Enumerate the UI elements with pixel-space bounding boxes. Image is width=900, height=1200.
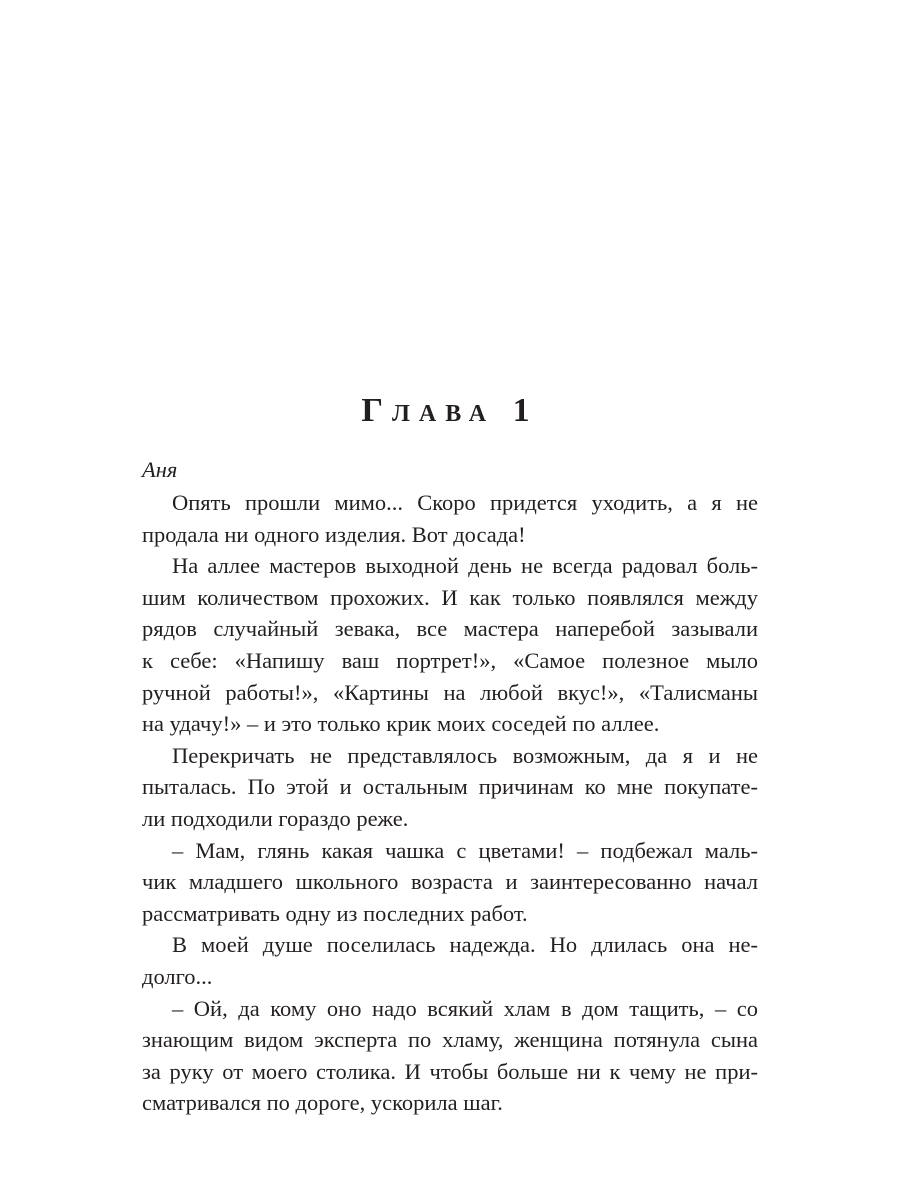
text-line: чик младшего школьного возраста и заинтересованно начал: [142, 869, 758, 895]
text-line: – Мам, глянь какая чашка с цветами! – подбежал маль-: [172, 837, 758, 863]
text-line: В моей душе поселилась надежда. Но длилась она не-: [172, 932, 758, 958]
text-line: ли подходили гораздо реже.: [142, 805, 409, 831]
text-line: пыталась. По этой и остальным причинам ко мне покупате-: [142, 774, 758, 800]
chapter-text: [142, 452, 758, 1119]
text-line: за руку от моего столика. И чтобы больше ни к чему не при-: [142, 1058, 758, 1084]
text-line: Перекричать не представлялось возможным, да я и не: [172, 742, 758, 768]
text-line: к себе: «Напишу ваш портрет!», «Самое полезное мыло: [142, 647, 758, 673]
text-line: Опять прошли мимо... Скоро придется уходить, а я не: [172, 490, 758, 515]
text-line: ручной работы!», «Картины на любой вкус!», «Талисманы: [142, 679, 758, 705]
paragraph: [142, 929, 758, 992]
chapter-title: Глава 1: [361, 392, 539, 429]
paragraph: [142, 835, 758, 930]
text-line: На аллее мастеров выходной день не всегда радовал боль-: [172, 553, 758, 579]
text-line: рассматривать одну из последних работ.: [142, 900, 528, 926]
text-line: сматривался по дороге, ускорила шаг.: [142, 1090, 503, 1116]
paragraph: [142, 740, 758, 835]
paragraph: [142, 487, 758, 550]
text-line: шим количеством прохожих. И как только появлялся между: [142, 584, 758, 610]
paragraph: [142, 993, 758, 1119]
text-line: продала ни одного изделия. Вот досада!: [142, 521, 526, 547]
text-line: на удачу!» – и это только крик моих соседей по аллее.: [142, 711, 660, 737]
text-line: долго...: [142, 963, 213, 989]
text-line: – Ой, да кому оно надо всякий хлам в дом тащить, – со: [172, 995, 758, 1021]
paragraphs: [142, 487, 758, 1119]
speaker-name: Аня: [142, 457, 178, 482]
paragraph: [142, 550, 758, 740]
text-line: знающим видом эксперта по хламу, женщина потянула сына: [142, 1027, 758, 1053]
text-line: рядов случайный зевака, все мастера наперебой зазывали: [142, 616, 758, 642]
